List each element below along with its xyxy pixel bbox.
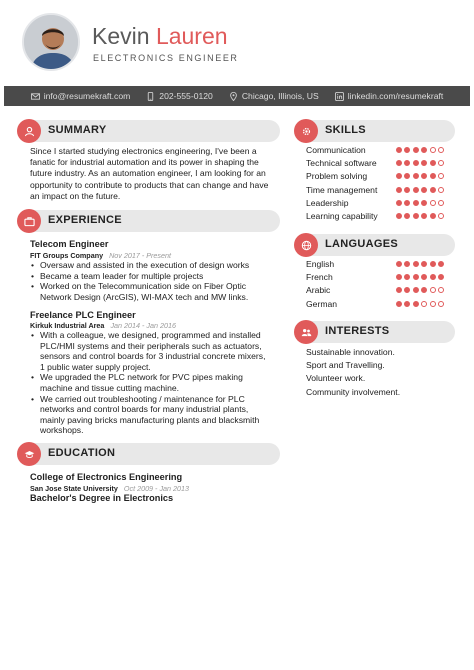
education-meta — [30, 484, 189, 493]
email-text: info@resumekraft.com — [43, 91, 131, 101]
language-rating — [396, 287, 445, 293]
bullet-line: • With a colleague, we designed, programmed and installed — [40, 330, 261, 340]
phone-icon — [146, 92, 155, 101]
language-name: French — [306, 272, 333, 283]
skill-row — [306, 210, 444, 223]
skill-row — [306, 157, 444, 170]
profile-photo — [22, 13, 80, 71]
job-role: Telecom Engineer — [30, 239, 109, 249]
rating-dot — [396, 200, 402, 206]
candidate-name — [92, 22, 228, 50]
section-experience-header — [18, 210, 280, 232]
rating-dot — [438, 200, 444, 206]
rating-dot — [438, 287, 444, 293]
section-interests-header — [295, 321, 455, 343]
skill-name: Leadership — [306, 197, 349, 208]
section-title: INTERESTS — [325, 325, 390, 337]
bullet-line: Network Design (ArcGIS), WI-MAX tech and MW links. — [40, 291, 249, 302]
job-dates: Jan 2014 - Jan 2016 — [110, 321, 176, 330]
skill-name: Technical software — [306, 158, 377, 169]
summary-line: opportunity to contribute to products that can change and have — [30, 179, 269, 190]
skill-row — [306, 197, 444, 210]
job-bullet — [30, 372, 280, 393]
rating-dot — [438, 160, 444, 166]
section-summary-header — [18, 120, 280, 142]
bullet-line: PLC/HMI systems and their peripherals such as actuators, — [40, 340, 262, 351]
briefcase-icon — [17, 209, 41, 233]
rating-dot — [404, 200, 410, 206]
first-name: Kevin — [92, 23, 150, 49]
rating-dot — [421, 187, 427, 193]
job-bullet — [30, 260, 280, 271]
rating-dot — [404, 274, 410, 280]
graduation-cap-icon — [17, 442, 41, 466]
rating-dot — [438, 213, 444, 219]
job-bullet — [30, 394, 280, 436]
skills-list — [306, 144, 444, 223]
section-languages-header — [295, 234, 455, 256]
rating-dot — [430, 287, 436, 293]
summary-line: fanatic for industrial automation and its power in shaping the — [30, 157, 259, 168]
bullet-line: machine and tissue cutting machine. — [40, 382, 180, 393]
skill-name: Problem solving — [306, 171, 368, 182]
rating-dot — [421, 200, 427, 206]
skill-name: Time management — [306, 184, 378, 195]
language-name: English — [306, 259, 335, 269]
email-icon — [31, 92, 40, 101]
rating-dot — [413, 213, 419, 219]
contact-phone[interactable] — [146, 91, 213, 101]
summary-line: an impact on the future. — [30, 190, 121, 201]
rating-dot — [396, 287, 402, 293]
rating-dot — [413, 301, 419, 307]
linkedin-text: linkedin.com/resumekraft — [347, 91, 444, 101]
rating-dot — [413, 274, 419, 280]
interest-item: Community involvement. — [306, 386, 401, 397]
education-university: San Jose State University — [30, 484, 118, 493]
education-degree: Bachelor's Degree in Electronics — [30, 493, 174, 503]
rating-dot — [404, 261, 410, 267]
last-name: Lauren — [155, 23, 228, 49]
rating-dot — [430, 160, 436, 166]
section-title: SUMMARY — [48, 124, 107, 136]
summary-line: Since I started studying electronics engineering, I've been a — [30, 146, 257, 156]
skill-name: Learning capability — [306, 210, 378, 221]
rating-dot — [404, 213, 410, 219]
summary-line: future industry. As an automation engineer, I am looking for an — [30, 168, 266, 179]
rating-dot — [438, 173, 444, 179]
job-company: FIT Groups Company — [30, 251, 104, 260]
contact-bar — [4, 86, 470, 106]
settings-cog-icon — [294, 119, 318, 143]
skill-rating — [396, 147, 445, 153]
language-row — [306, 258, 444, 271]
user-icon — [17, 119, 41, 143]
job-meta — [30, 251, 171, 260]
section-title: EXPERIENCE — [48, 214, 122, 226]
section-title: EDUCATION — [48, 447, 116, 459]
rating-dot — [438, 187, 444, 193]
interest-item: Volunteer work. — [306, 373, 366, 384]
rating-dot — [421, 147, 427, 153]
section-education-header — [18, 443, 280, 465]
skill-rating — [396, 187, 445, 193]
rating-dot — [430, 301, 436, 307]
rating-dot — [430, 173, 436, 179]
skill-row — [306, 184, 444, 197]
bullet-line: • Worked on the Telecommunication side on Fiber Optic — [40, 281, 247, 292]
skill-rating — [396, 213, 445, 219]
rating-dot — [413, 261, 419, 267]
contact-location — [229, 91, 319, 101]
bullet-line: • Became a team leader for multiple projects — [40, 270, 204, 281]
rating-dot — [396, 187, 402, 193]
rating-dot — [396, 147, 402, 153]
language-name: German — [306, 298, 338, 309]
skill-row — [306, 170, 444, 183]
job-bullets — [30, 260, 280, 302]
job-bullet — [30, 281, 280, 302]
rating-dot — [413, 147, 419, 153]
interests-list — [306, 346, 400, 399]
rating-dot — [438, 301, 444, 307]
job-dates: Nov 2017 - Present — [109, 251, 172, 260]
skill-name: Communication — [306, 145, 366, 155]
rating-dot — [421, 261, 427, 267]
location-text: Chicago, Illinois, US — [241, 91, 319, 101]
rating-dot — [396, 213, 402, 219]
bullet-line: • We upgraded the PLC network for PVC pipes making — [40, 372, 243, 383]
languages-list — [306, 258, 444, 311]
resume-header — [0, 0, 474, 84]
section-title: SKILLS — [325, 124, 366, 136]
rating-dot — [404, 301, 410, 307]
bullet-line: workshops. — [40, 425, 84, 436]
phone-text: 202-555-0120 — [159, 91, 213, 101]
rating-dot — [396, 160, 402, 166]
rating-dot — [413, 173, 419, 179]
job-title: ELECTRONICS ENGINEER — [93, 53, 239, 63]
section-title: LANGUAGES — [325, 238, 398, 250]
bullet-line: sensors and control boards for 3 industrial concrete mixers, — [40, 351, 266, 362]
job-bullet — [30, 271, 280, 282]
summary-text — [30, 146, 280, 202]
contact-linkedin[interactable] — [335, 91, 444, 101]
language-row — [306, 271, 444, 284]
rating-dot — [430, 200, 436, 206]
rating-dot — [421, 274, 427, 280]
rating-dot — [438, 147, 444, 153]
rating-dot — [430, 187, 436, 193]
job-bullet — [30, 330, 280, 372]
rating-dot — [421, 301, 427, 307]
rating-dot — [421, 287, 427, 293]
rating-dot — [396, 173, 402, 179]
people-icon — [294, 320, 318, 344]
rating-dot — [396, 301, 402, 307]
education-school: College of Electronics Engineering — [30, 472, 183, 482]
rating-dot — [421, 160, 427, 166]
rating-dot — [404, 173, 410, 179]
rating-dot — [438, 274, 444, 280]
skill-rating — [396, 160, 445, 166]
language-name: Arabic — [306, 285, 331, 296]
rating-dot — [413, 187, 419, 193]
contact-email[interactable] — [31, 91, 131, 101]
section-skills-header — [295, 120, 455, 142]
rating-dot — [421, 213, 427, 219]
job-bullets — [30, 330, 280, 436]
rating-dot — [404, 160, 410, 166]
rating-dot — [430, 147, 436, 153]
bullet-line: mainly paving bricks manufacturing plants and blacksmith — [40, 414, 260, 425]
linkedin-icon — [335, 92, 344, 101]
rating-dot — [413, 160, 419, 166]
rating-dot — [430, 274, 436, 280]
bullet-line: 1 public water supply project. — [40, 361, 151, 372]
bullet-line: • Oversaw and assisted in the execution of design works — [40, 260, 250, 270]
language-rating — [396, 274, 445, 280]
globe-icon — [294, 233, 318, 257]
rating-dot — [430, 213, 436, 219]
rating-dot — [404, 287, 410, 293]
language-rating — [396, 301, 445, 307]
rating-dot — [396, 261, 402, 267]
rating-dot — [421, 173, 427, 179]
interest-item: Sport and Travelling. — [306, 360, 385, 371]
skill-rating — [396, 173, 445, 179]
skill-row — [306, 144, 444, 157]
language-row — [306, 284, 444, 297]
rating-dot — [430, 261, 436, 267]
job-meta — [30, 321, 176, 330]
language-rating — [396, 261, 445, 267]
bullet-line: networks and control boards for many industrial plants, — [40, 404, 249, 415]
language-row — [306, 298, 444, 311]
rating-dot — [396, 274, 402, 280]
skill-rating — [396, 200, 445, 206]
job-role: Freelance PLC Engineer — [30, 310, 136, 320]
rating-dot — [413, 287, 419, 293]
interest-item: Sustainable innovation. — [306, 347, 395, 357]
location-pin-icon — [229, 92, 238, 101]
education-dates: Oct 2009 - Jan 2013 — [123, 484, 190, 493]
job-company: Kirkuk Industrial Area — [30, 321, 105, 330]
rating-dot — [413, 200, 419, 206]
rating-dot — [404, 187, 410, 193]
bullet-line: • We carried out troubleshooting / maintenance for PLC — [40, 393, 245, 404]
rating-dot — [404, 147, 410, 153]
rating-dot — [438, 261, 444, 267]
